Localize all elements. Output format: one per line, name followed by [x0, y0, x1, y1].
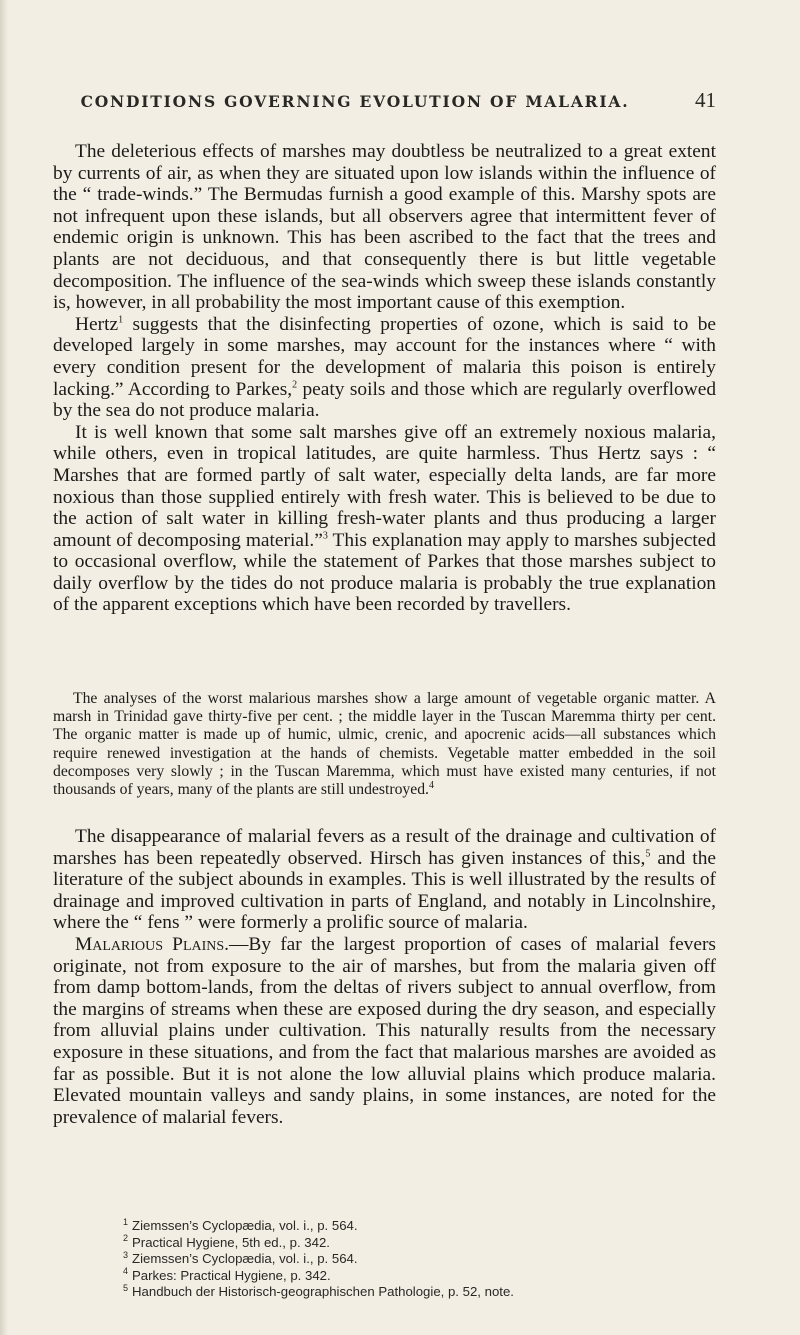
footnote-item: $^1$ Ziemssen’s Cyclopædia, vol. i., p. 564. [123, 1216, 358, 1233]
footnote-ref-3: 3 [322, 530, 328, 542]
footnotes [53, 1218, 716, 1301]
footnote-ref-2: 2 [292, 379, 298, 391]
small-paragraph: The analyses of the worst malarious marshes show a large amount of vegetable organic matter. A marsh in Trinidad gave thirty-five per cent. ; the middle layer in the Tuscan Maremma thirty per cent. The organic matter is made up of humic, ulmic, crenic, and apocrenic acids—all substances which require renewed investigation at the hands of chemists. Vegetable matter embedded in the soil decomposes very slowly ; in the Tuscan Maremma, which must have existed many centuries, if not thousands of years, many of the plants are still undestroyed.$^4$ [53, 690, 716, 799]
main-text-block-2 [53, 826, 716, 1128]
page-edge-shadow [0, 0, 8, 1335]
small-print-block [53, 690, 716, 799]
footnote-ref-4: 4 [428, 779, 434, 791]
section-heading-malarious-plains: Malarious Plains. [75, 933, 230, 955]
running-head: CONDITIONS GOVERNING EVOLUTION OF MALARIA. [80, 92, 630, 111]
footnote-item: $^3$ Ziemssen’s Cyclopædia, vol. i., p. 564. [123, 1249, 358, 1267]
footnote-item: $^4$ Parkes: Practical Hygiene, p. 342. [123, 1266, 331, 1283]
footnote-item: $^5$ Handbuch der Historisch-geographischen Pathologie, p. 52, note. [123, 1282, 514, 1300]
page-number: 41 [695, 88, 716, 112]
footnote-ref-1: 1 [118, 314, 124, 326]
footnote-ref-5: 5 [645, 848, 651, 860]
paragraph-4: The disappearance of malarial fevers as a result of the drainage and cultivation of marshes has been repeatedly observed. Hirsch has given instances of this,$^5$ and the literature of the subject abounds in examples. This is well illustrated by the results of drainage and improved cultivation in parts of England, and notably in Lincolnshire, where the “ fens ” were formerly a prolific source of malaria. [53, 826, 716, 934]
paragraph-1: The deleterious effects of marshes may doubtless be neutralized to a great extent by currents of air, as when they are situated upon low islands within the influence of the “ trade-winds.” The Bermudas furnish a good example of this. Marshy spots are not infrequent upon these islands, but all observers agree that intermittent fever of endemic origin is unknown. This has been ascribed to the fact that the trees and plants are not deciduous, and that consequently there is but little vegetable decomposition. The influence of the sea-winds which sweep these islands constantly is, however, in all probability the most important cause of this exemption. [53, 141, 716, 314]
paragraph-2: Hertz$^1$ suggests that the disinfecting properties of ozone, which is said to be developed largely in some marshes, may account for the instances where “ with every condition present for the development of malaria this poison is entirely lacking.” According to Parkes,$^2$ peaty soils and those which are regularly overflowed by the sea do not produce malaria. [53, 313, 717, 422]
paragraph-5: Malarious Plains.—By far the largest proportion of cases of malarial fevers originate, not from exposure to the air of marshes, but from the malaria given off from damp bottom-lands, from the deltas of rivers subject to annual overflow, from the margins of streams when these are exposed during the dry season, and especially from alluvial plains under cultivation. This naturally results from the necessary exposure in these situations, and from the fact that malarious marshes are avoided as far as possible. But it is not alone the low alluvial plains which produce malaria. Elevated mountain valleys and sandy plains, in some instances, are noted for the prevalence of malarial fevers. [53, 933, 716, 1128]
footnote-item: $^2$ Practical Hygiene, 5th ed., p. 342. [123, 1233, 330, 1250]
page-header [0, 86, 800, 116]
main-text-block-1 [53, 141, 716, 616]
paragraph-3: It is well known that some salt marshes give off an extremely noxious malaria, while others, even in tropical latitudes, are quite harmless. Thus Hertz says : “ Marshes that are formed partly of salt water, especially delta lands, are far more noxious than those supplied entirely with fresh water. This is believed to be due to the action of salt water in killing fresh-water plants and thus producing a larger amount of decomposing material.”$^3$ This explanation may apply to marshes subjected to occasional overflow, while the statement of Parkes that those marshes subject to daily overflow by the tides do not produce malaria is probably the true explanation of the apparent exceptions which have been recorded by travellers. [53, 421, 716, 616]
